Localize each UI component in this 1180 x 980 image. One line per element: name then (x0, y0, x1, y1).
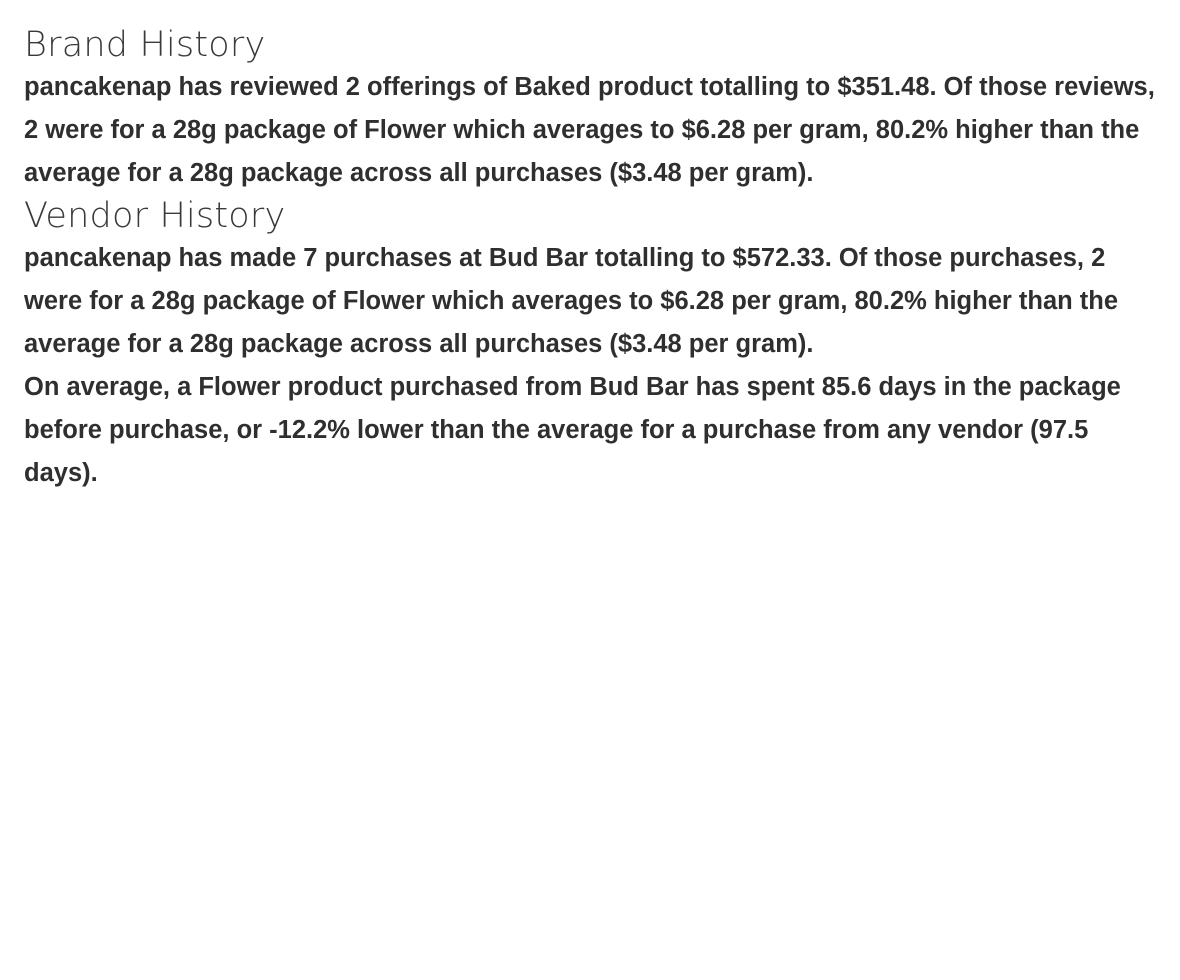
brand-history-paragraph: pancakenap has reviewed 2 offerings of Baked product totalling to $351.48. Of those reviews, 2 were for a 28g package of Flower which averages to $6.28 per gram, 80.2% higher than the average for a 28g package across all purchases ($3.48 per gram). (24, 73, 1155, 187)
vendor-history-heading: Vendor History (24, 196, 286, 236)
brand-history-heading: Brand History (24, 25, 266, 65)
vendor-history-paragraph-purchases: pancakenap has made 7 purchases at Bud Bar totalling to $572.33. Of those purchases, 2 were for a 28g package of Flower which averages to $6.28 per gram, 80.2% higher than the average for a 28g package across all purchases ($3.48 per gram). (24, 244, 1119, 358)
vendor-history-paragraph-package-days: On average, a Flower product purchased from Bud Bar has spent 85.6 days in the package before purchase, or -12.2% lower than the average for a purchase from any vendor (97.5 days). (24, 373, 1121, 487)
